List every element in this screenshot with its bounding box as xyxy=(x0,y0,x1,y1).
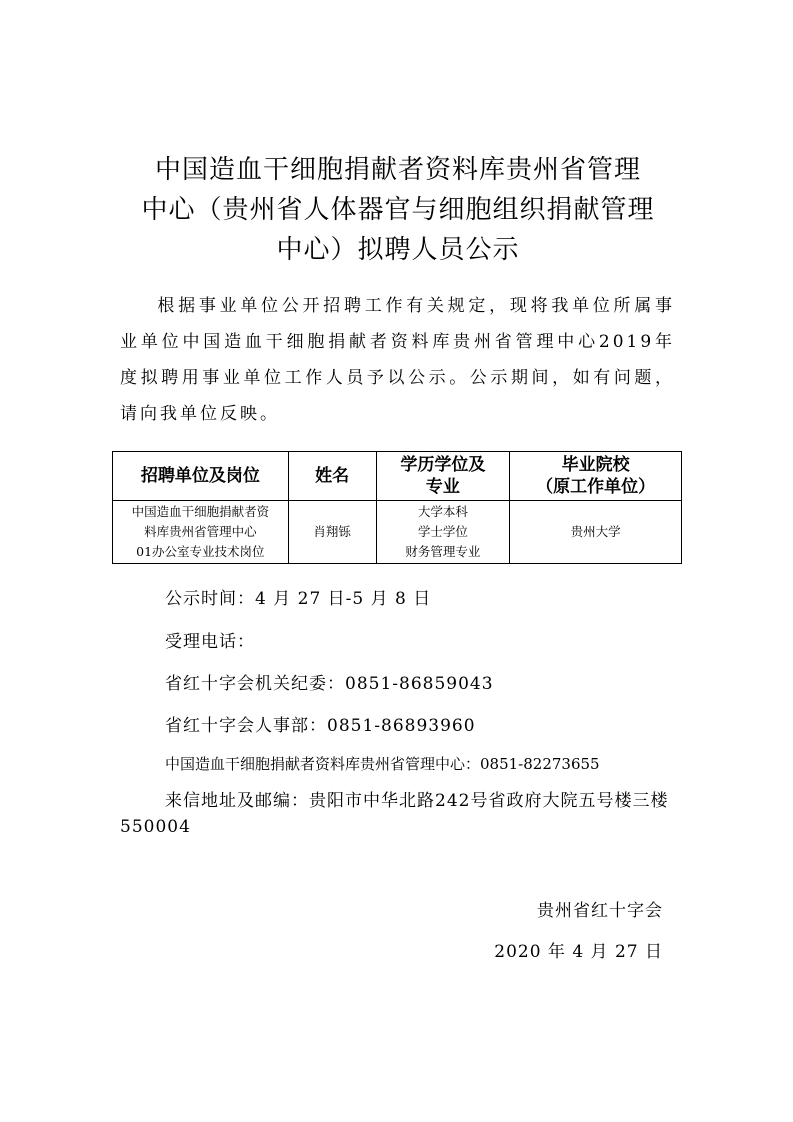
cell-education: 大学本科 学士学位 财务管理专业 xyxy=(376,501,510,564)
signature-date: 2020 年 4 月 27 日 xyxy=(494,942,663,962)
title-line-1: 中国造血干细胞捐献者资料库贵州省管理 xyxy=(154,155,641,185)
page-title xyxy=(118,150,678,270)
intro-text: 根据事业单位公开招聘工作有关规定，现将我单位所属事业单位中国造血干细胞捐献者资料库贵州省管理中心2019年度拟聘用事业单位工作人员予以公示。公示期间，如有问题，请向我单位反映。 xyxy=(120,296,675,424)
title-line-2: 中心（贵州省人体器官与细胞组织捐献管理 xyxy=(141,195,655,225)
phone-center: 中国造血干细胞捐献者资料库贵州省管理中心：0851-82273655 xyxy=(165,755,600,773)
cell-name: 肖翔铄 xyxy=(288,501,376,564)
phone-discipline: 省红十字会机关纪委：0851-86859043 xyxy=(165,674,494,694)
phone-hr: 省红十字会人事部：0851-86893960 xyxy=(165,716,476,736)
notice-period: 公示时间：4 月 27 日-5 月 8 日 xyxy=(165,589,432,609)
intro-paragraph xyxy=(120,288,675,432)
header-name: 姓名 xyxy=(288,452,376,501)
mailing-address: 来信地址及邮编：贵阳市中华北路242号省政府大院五号楼三楼 550004 xyxy=(120,791,687,837)
cell-school: 贵州大学 xyxy=(510,501,682,564)
cell-unit-post: 中国造血干细胞捐献者资 料库贵州省管理中心 01办公室专业技术岗位 xyxy=(113,501,289,564)
header-education: 学历学位及 专业 xyxy=(376,452,510,501)
header-school: 毕业院校 （原工作单位） xyxy=(510,452,682,501)
table-header-row xyxy=(113,452,682,501)
phone-label: 受理电话： xyxy=(165,632,255,652)
hire-table xyxy=(112,451,682,564)
title-line-3: 中心）拟聘人员公示 xyxy=(276,235,520,265)
header-unit-post: 招聘单位及岗位 xyxy=(113,452,289,501)
signature-org: 贵州省红十字会 xyxy=(537,901,663,921)
table-row xyxy=(113,501,682,564)
